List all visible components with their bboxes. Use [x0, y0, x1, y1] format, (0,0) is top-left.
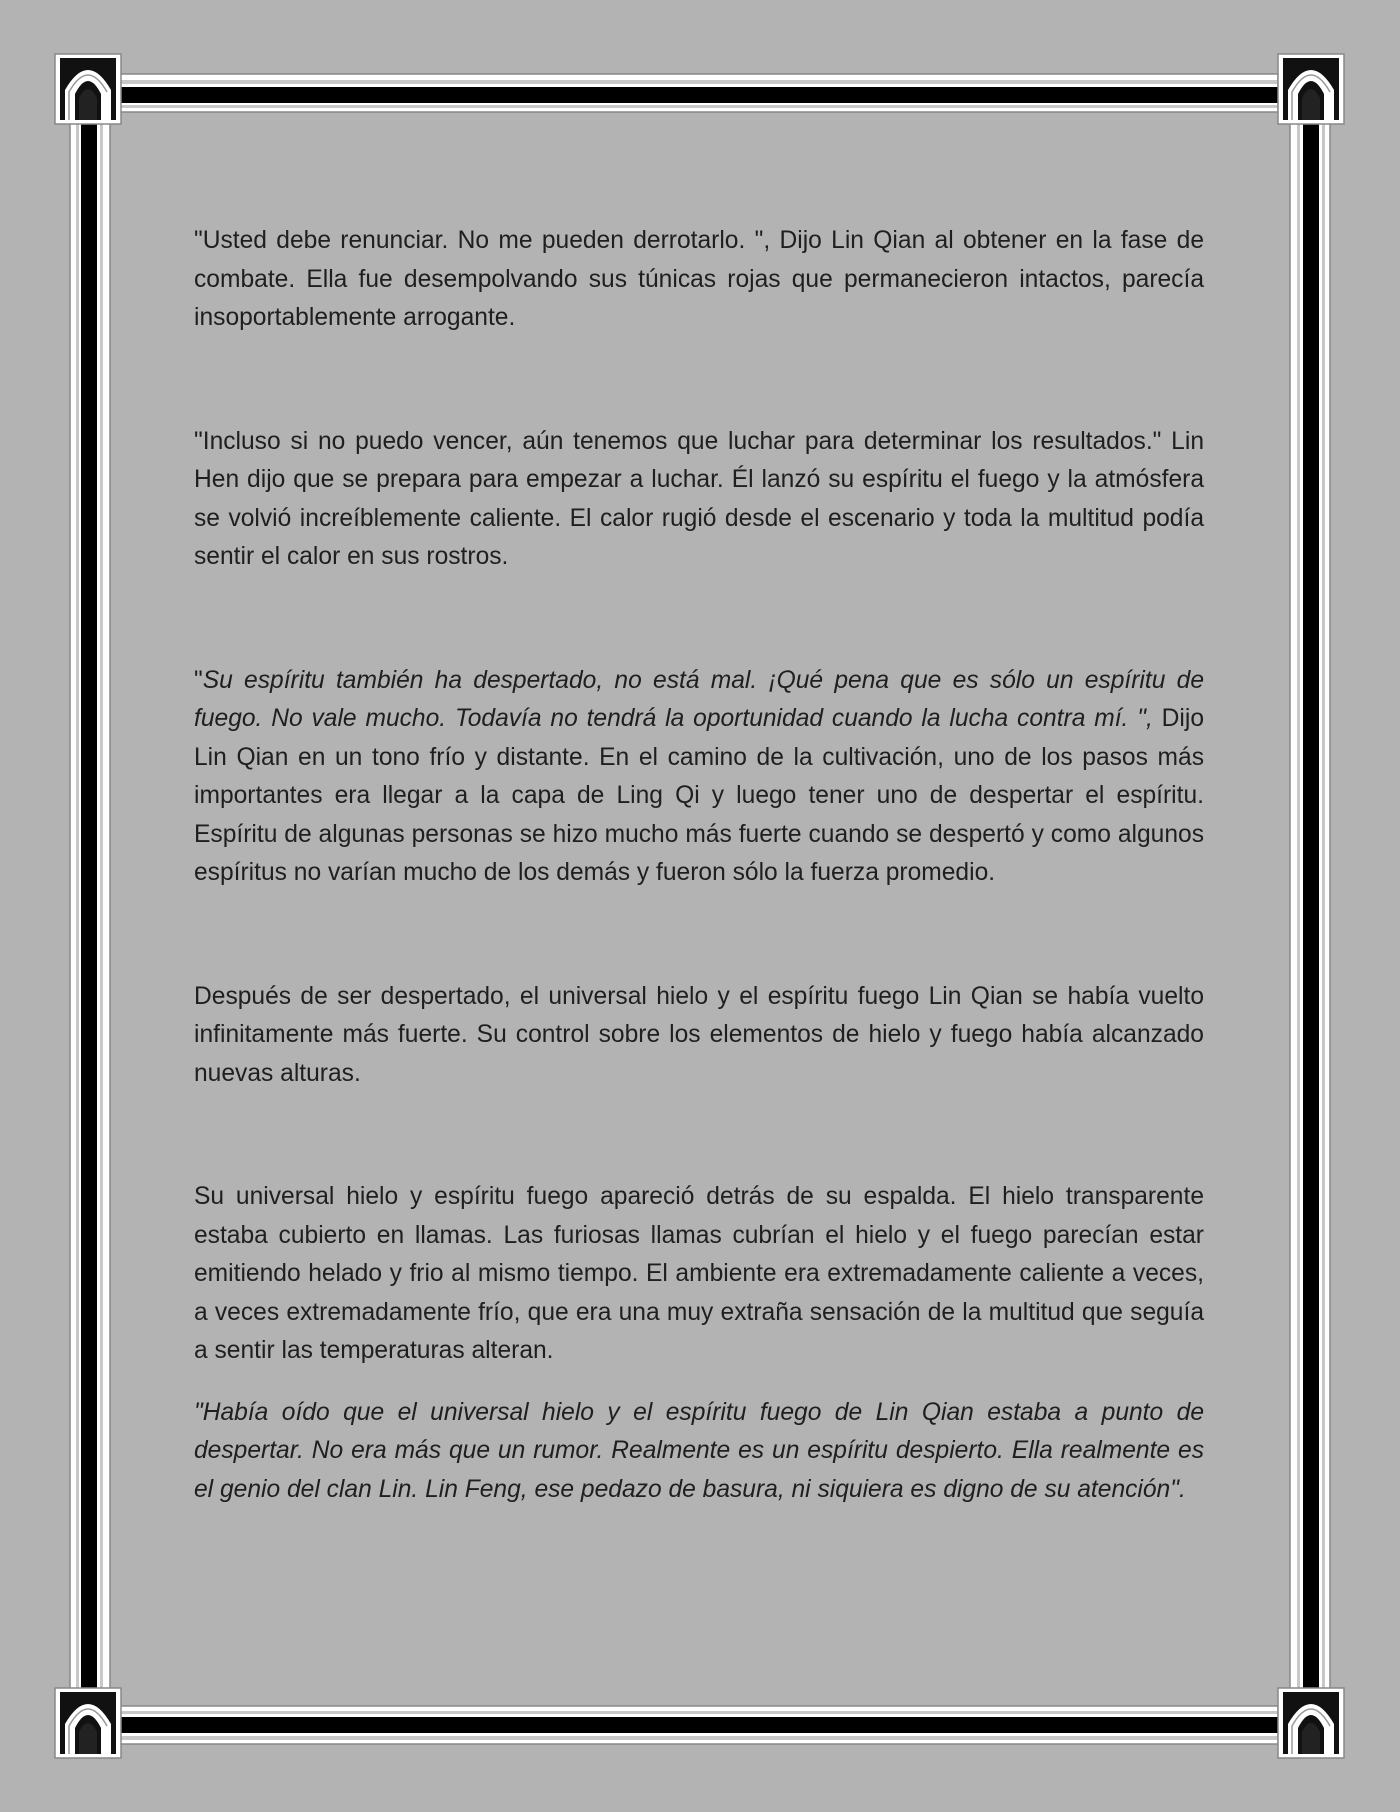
- paragraph-text: Su universal hielo y espíritu fuego apareció detrás de su espalda. El hielo transparente estaba cubierto en llamas. Las furiosas llamas cubrían el hielo y el fuego parecían estar emitiendo helado y frio al mismo tiempo. El ambiente era extremadamente caliente a veces, a veces extremadamente frío, que era una muy extraña sensación de la multitud que seguía a sentir las temperaturas alteran.: [194, 1183, 1204, 1364]
- paragraph-text: "Usted debe renunciar. No me pueden derrotarlo. ", Dijo Lin Qian al obtener en la fase de combate. Ella fue desempolvando sus túnicas rojas que permanecieron intactos, parecía insoportablemente arrogante.: [194, 227, 1204, 331]
- paragraph-text-italic: "Había oído que el universal hielo y el espíritu fuego de Lin Qian estaba a punto de despertar. No era más que un rumor. Realmente es un espíritu despierto. Ella realmente es el genio del clan Lin. Lin Feng, ese pedazo de basura, ni siquiera es digno de su atención".: [194, 1398, 1204, 1503]
- paragraph: [194, 662, 1204, 893]
- bottom-border-band: [118, 1706, 1278, 1744]
- paragraph: [194, 423, 1204, 577]
- right-border-band: [1290, 110, 1330, 1710]
- paragraph-text: Dijo Lin Qian en un tono frío y distante. En el camino de la cultivación, uno de los pasos más importantes era llegar a la capa de Ling Qi y luego tener uno de despertar el espíritu. Espíritu de algunas personas se hizo mucho más fuerte cuando se despertó y como algunos espíritus no varían mucho de los demás y fueron sólo la fuerza promedio.: [194, 705, 1205, 886]
- left-border-band: [70, 110, 110, 1710]
- paragraph: [194, 978, 1204, 1094]
- bottom-left-corner-ornament: [55, 1688, 121, 1758]
- top-border-band: [118, 74, 1278, 112]
- paragraph-text: ": [194, 666, 203, 694]
- paragraph: [194, 1178, 1204, 1371]
- top-left-corner-ornament: [55, 54, 121, 124]
- paragraph: [194, 1394, 1204, 1510]
- paragraph-text-italic: Su espíritu también ha despertado, no está mal. ¡Qué pena que es sólo un espíritu de fuego. No vale mucho. Todavía no tendrá la oportunidad cuando la lucha contra mí. ",: [194, 666, 1204, 732]
- bottom-right-corner-ornament: [1278, 1688, 1344, 1758]
- paragraph-text: "Incluso si no puedo vencer, aún tenemos que luchar para determinar los resultados." Lin Hen dijo que se prepara para empezar a luchar. Él lanzó su espíritu el fuego y la atmósfera se volvió increíblemente caliente. El calor rugió desde el escenario y toda la multitud podía sentir el calor en sus rostros.: [194, 427, 1204, 570]
- paragraph-text: Después de ser despertado, el universal hielo y el espíritu fuego Lin Qian se había vuelto infinitamente más fuerte. Su control sobre los elementos de hielo y fuego había alcanzado nuevas alturas.: [194, 982, 1204, 1087]
- top-right-corner-ornament: [1278, 54, 1344, 124]
- paragraph: [194, 222, 1204, 338]
- page-body-text: [194, 222, 1204, 1509]
